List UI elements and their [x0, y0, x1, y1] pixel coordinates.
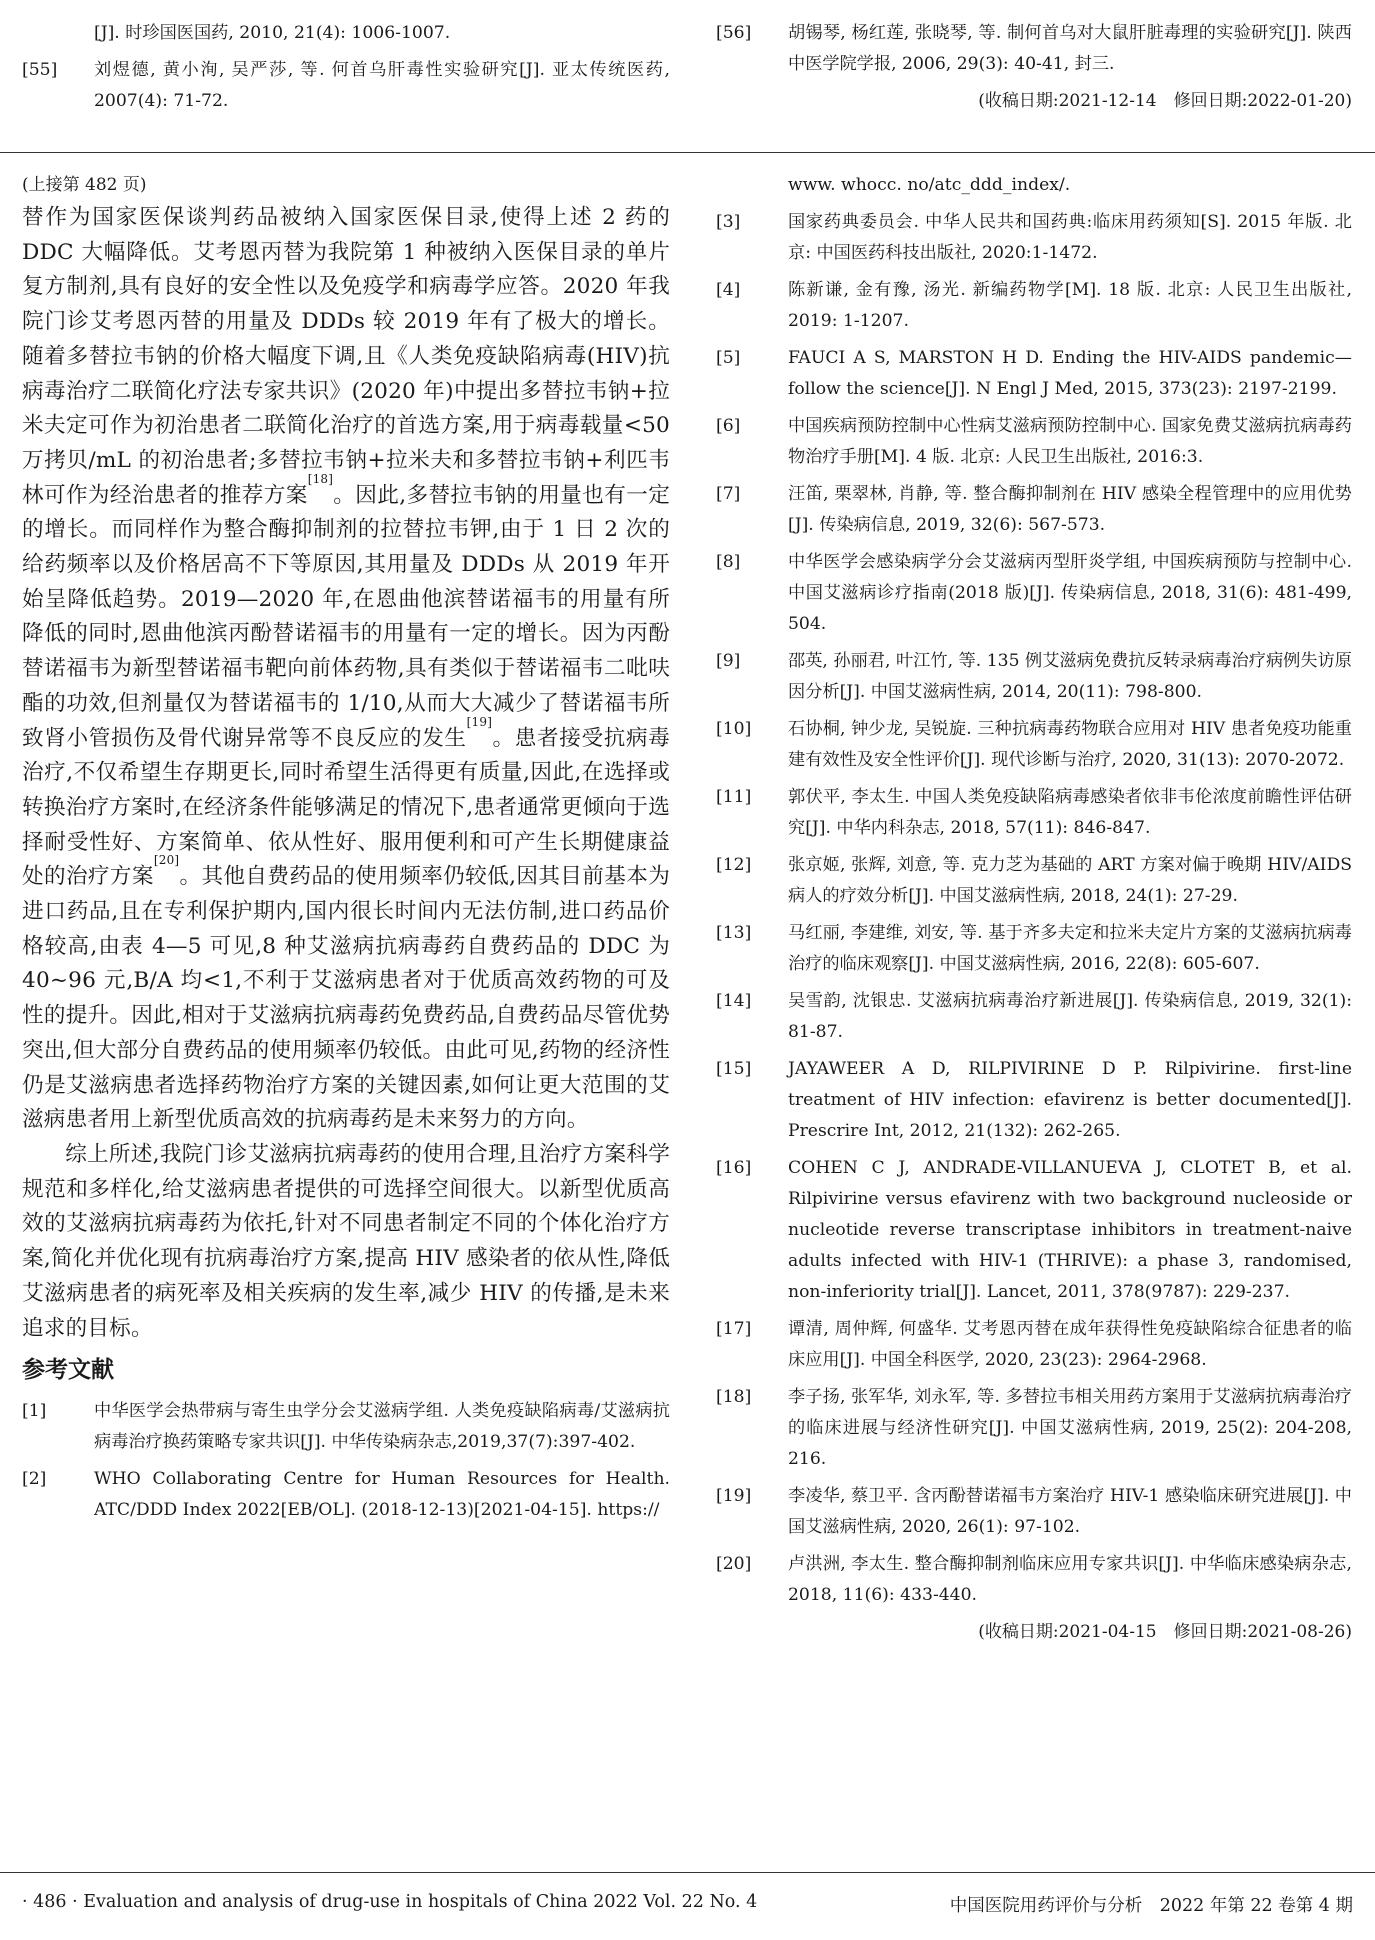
reference-item — [716, 986, 1352, 1048]
reference-number: [2] — [22, 1469, 47, 1490]
reference-item — [716, 918, 1352, 980]
reference-item — [716, 1314, 1352, 1376]
reference-number: [16] — [716, 1158, 752, 1178]
reference-number: [13] — [716, 923, 752, 943]
reference-text: 吴雪韵, 沈银忠. 艾滋病抗病毒治疗新进展[J]. 传染病信息, 2019, 32(1): 81-87. — [788, 991, 1352, 1042]
reference-item — [716, 1481, 1352, 1543]
reference-text: 李凌华, 蔡卫平. 含丙酚替诺福韦方案治疗 HIV-1 感染临床研究进展[J]. 中国艾滋病性病, 2020, 26(1): 97-102. — [788, 1486, 1352, 1537]
reference-number: [19] — [716, 1486, 752, 1506]
body-text-segment: 。其他自费药品的使用频率仍较低,因其目前基本为进口药品,且在专利保护期内,国内很长时间内无法仿制,进口药品价格较高,由表 4—5 可见,8 种艾滋病抗病毒药自费药品的 DDC 为 40~96 元,B/A 均<1,不利于艾滋病患者对于优质高效药物的可及性的提升。因此,相对于艾滋病抗病毒药免费药品,自费药品尽管优势突出,但大部分自费药品的使用频率仍较低。由此可见,药物的经济性仍是艾滋病患者选择药物治疗方案的关键因素,如何让更大范围的艾滋病患者用上新型优质高效的抗病毒药是未来努力的方向。 — [22, 864, 671, 1133]
reference-number: [12] — [716, 855, 752, 875]
reference-number: [56] — [716, 23, 752, 43]
reference-text: 李子扬, 张军华, 刘永军, 等. 多替拉韦相关用药方案用于艾滋病抗病毒治疗的临床进展与经济性研究[J]. 中国艾滋病性病, 2019, 25(2): 204-208, 216. — [788, 1387, 1352, 1469]
body-paragraph — [22, 201, 670, 1138]
reference-text: 张京姬, 张辉, 刘意, 等. 克力芝为基础的 ART 方案对偏于晚期 HIV/AIDS 病人的疗效分析[J]. 中国艾滋病性病, 2018, 24(1): 27-29. — [788, 855, 1352, 906]
top-right-references — [716, 18, 1352, 117]
reference-text: 中国疾病预防控制中心性病艾滋病预防控制中心. 国家免费艾滋病抗病毒药物治疗手册[M]. 4 版. 北京: 人民卫生出版社, 2016:3. — [788, 416, 1352, 467]
reference-number: [8] — [716, 552, 741, 572]
reference-item — [22, 1396, 670, 1458]
section-divider — [0, 152, 1375, 153]
reference-number: [6] — [716, 416, 741, 436]
reference-item — [716, 343, 1352, 405]
reference-item — [716, 1153, 1352, 1308]
reference-item — [716, 714, 1352, 776]
reference-item — [716, 18, 1352, 80]
reference-number: [7] — [716, 484, 741, 504]
continuation-note: (上接第 482 页) — [22, 175, 147, 195]
body-text-segment: 。因此,多替拉韦钠的用量也有一定的增长。而同样作为整合酶抑制剂的拉替拉韦钾,由于 1 日 2 次的给药频率以及价格居高不下等原因,其用量及 DDDs 从 2019 年开始呈降低趋势。2019—2020 年,在恩曲他滨替诺福韦的用量有所降低的同时,恩曲他滨丙酚替诺福韦的用量有一定的增长。因为丙酚替诺福韦为新型替诺福韦靶向前体药物,具有类似于替诺福韦二吡呋酯的功效,但剂量仅为替诺福韦的 1/10,从而大大减少了替诺福韦所致肾小管损伤及骨代谢异常等不良反应的发生 — [22, 482, 670, 751]
reference-text: 中华医学会热带病与寄生虫学分会艾滋病学组. 人类免疫缺陷病毒/艾滋病抗病毒治疗换药策略专家共识[J]. 中华传染病杂志,2019,37(7):397-402. — [94, 1401, 670, 1453]
reference-text: 陈新谦, 金有豫, 汤光. 新编药物学[M]. 18 版. 北京: 人民卫生出版社, 2019: 1-1207. — [788, 280, 1352, 331]
reference-text: 石协桐, 钟少龙, 吴锐旋. 三种抗病毒药物联合应用对 HIV 患者免疫功能重建有效性及安全性评价[J]. 现代诊断与治疗, 2020, 31(13): 2070-2072. — [788, 719, 1352, 770]
reference-text: 马红丽, 李建维, 刘安, 等. 基于齐多夫定和拉米夫定片方案的艾滋病抗病毒治疗的临床观察[J]. 中国艾滋病性病, 2016, 22(8): 605-607. — [788, 923, 1352, 974]
left-column — [22, 170, 670, 1532]
reference-item — [716, 1054, 1352, 1147]
reference-number: [1] — [22, 1401, 47, 1422]
reference-item — [22, 1464, 670, 1526]
reference-item — [716, 207, 1352, 269]
references-heading: 参考文献 — [22, 1357, 114, 1384]
right-column — [716, 170, 1352, 1648]
reference-number: [18] — [716, 1387, 752, 1407]
reference-number: [10] — [716, 719, 752, 739]
reference-text: WHO Collaborating Centre for Human Resources for Health. ATC/DDD Index 2022[EB/OL]. (2018-12-13)[2021-04-15]. https:// — [94, 1469, 670, 1521]
footer-divider — [0, 1872, 1375, 1873]
reference-item — [716, 1549, 1352, 1611]
reference-text: 卢洪洲, 李太生. 整合酶抑制剂临床应用专家共识[J]. 中华临床感染病杂志, 2018, 11(6): 433-440. — [788, 1554, 1352, 1605]
reference-text: 中华医学会感染病学分会艾滋病丙型肝炎学组, 中国疾病预防与控制中心. 中国艾滋病诊疗指南(2018 版)[J]. 传染病信息, 2018, 31(6): 481-499, 504. — [788, 552, 1352, 634]
reference-number: [20] — [716, 1554, 752, 1574]
reference-item — [716, 479, 1352, 541]
reference-item — [716, 782, 1352, 844]
reference-number: [11] — [716, 787, 752, 807]
reference-number: [3] — [716, 212, 741, 232]
reference-text: [J]. 时珍国医国药, 2010, 21(4): 1006-1007. — [94, 23, 451, 43]
received-date: (收稿日期:2021-12-14 修回日期:2022-01-20) — [978, 91, 1352, 111]
reference-number: [4] — [716, 280, 741, 300]
reference-text: FAUCI A S, MARSTON H D. Ending the HIV-AIDS pandemic—follow the science[J]. N Engl J Med, 2015, 373(23): 2197-2199. — [788, 348, 1352, 399]
reference-number: [15] — [716, 1059, 752, 1079]
reference-text: 刘煜德, 黄小洵, 吴严莎, 等. 何首乌肝毒性实验研究[J]. 亚太传统医药, 2007(4): 71-72. — [94, 60, 670, 111]
reference-text: COHEN C J, ANDRADE-VILLANUEVA J, CLOTET B, et al. Rilpivirine versus efavirenz with two background nucleoside or nucleotide reverse transcriptase inhibitors in treatment-naive adults infected with HIV-1 (THRIVE): a phase 3, randomised, non-inferiority trial[J]. Lancet, 2011, 378(9787): 229-237. — [788, 1158, 1352, 1302]
reference-item — [716, 411, 1352, 473]
reference-number: [5] — [716, 348, 741, 368]
reference-item — [716, 1382, 1352, 1475]
reference-item — [716, 646, 1352, 708]
reference-text: 胡锡琴, 杨红莲, 张晓琴, 等. 制何首乌对大鼠肝脏毒理的实验研究[J]. 陕西中医学院学报, 2006, 29(3): 40-41, 封三. — [788, 23, 1352, 74]
reference-text: 汪笛, 栗翠林, 肖静, 等. 整合酶抑制剂在 HIV 感染全程管理中的应用优势[J]. 传染病信息, 2019, 32(6): 567-573. — [788, 484, 1352, 535]
body-text-segment: 替作为国家医保谈判药品被纳入国家医保目录,使得上述 2 药的 DDC 大幅降低。艾考恩丙替为我院第 1 种被纳入医保目录的单片复方制剂,具有良好的安全性以及免疫学和病毒学应答。2020 年我院门诊艾考恩丙替的用量及 DDDs 较 2019 年有了极大的增长。随着多替拉韦钠的价格大幅度下调,且《人类免疫缺陷病毒(HIV)抗病毒治疗二联简化疗法专家共识》(2020 年)中提出多替拉韦钠+拉米夫定可作为初治患者二联简化治疗的首选方案,用于病毒载量<50 万拷贝/mL 的初治患者;多替拉韦钠+拉米夫和多替拉韦钠+利匹韦林可作为经治患者的推荐方案 — [22, 205, 670, 508]
reference-item — [716, 275, 1352, 337]
reference-text: 郭伏平, 李太生. 中国人类免疫缺陷病毒感染者依非韦伦浓度前瞻性评估研究[J]. 中华内科杂志, 2018, 57(11): 846-847. — [788, 787, 1352, 838]
received-date: (收稿日期:2021-04-15 修回日期:2021-08-26) — [978, 1622, 1352, 1642]
reference-text: 邵英, 孙丽君, 叶江竹, 等. 135 例艾滋病免费抗反转录病毒治疗病例失访原因分析[J]. 中国艾滋病性病, 2014, 20(11): 798-800. — [788, 651, 1352, 702]
footer-journal-english: · 486 · Evaluation and analysis of drug-use in hospitals of China 2022 Vol. 22 No. 4 — [22, 1892, 758, 1912]
reference-list — [716, 207, 1352, 1611]
body-text-segment: 。患者接受抗病毒治疗,不仅希望生存期更长,同时希望生活得更有质量,因此,在选择或转换治疗方案时,在经济条件能够满足的情况下,患者通常更倾向于选择耐受性好、方案简单、依从性好、服用便利和可产生长期健康益处的治疗方案 — [22, 725, 670, 890]
reference-number: [14] — [716, 991, 752, 1011]
citation: [20] — [153, 853, 180, 868]
reference-item — [22, 18, 670, 49]
reference-text: 国家药典委员会. 中华人民共和国药典:临床用药须知[S]. 2015 年版. 北京: 中国医药科技出版社, 2020:1-1472. — [788, 212, 1352, 263]
reference-url-continuation: www. whocc. no/atc_ddd_index/. — [788, 175, 1071, 195]
reference-item — [716, 850, 1352, 912]
footer-journal-chinese: 中国医院用药评价与分析 2022 年第 22 卷第 4 期 — [949, 1896, 1353, 1916]
reference-text: JAYAWEER A D, RILPIVIRINE D P. Rilpivirine. first-line treatment of HIV infection: efavirenz is better documented[J]. Prescrire Int, 2012, 21(132): 262-265. — [788, 1059, 1352, 1141]
citation: [18] — [307, 471, 334, 486]
reference-number: [9] — [716, 651, 741, 671]
reference-text: 谭清, 周仲辉, 何盛华. 艾考恩丙替在成年获得性免疫缺陷综合征患者的临床应用[J]. 中国全科医学, 2020, 23(23): 2964-2968. — [788, 1319, 1352, 1370]
conclusion-paragraph: 综上所述,我院门诊艾滋病抗病毒药的使用合理,且治疗方案科学规范和多样化,给艾滋病患者提供的可选择空间很大。以新型优质高效的艾滋病抗病毒药为依托,针对不同患者制定不同的个体化治疗方案,简化并优化现有抗病毒治疗方案,提高 HIV 感染者的依从性,降低艾滋病患者的病死率及相关疾病的发生率,减少 HIV 的传播,是未来追求的目标。 — [22, 1141, 670, 1341]
reference-item — [716, 547, 1352, 640]
reference-number: [55] — [22, 60, 58, 80]
reference-item — [22, 55, 670, 117]
reference-number: [17] — [716, 1319, 752, 1339]
top-left-references — [22, 18, 670, 123]
citation: [19] — [466, 714, 493, 729]
